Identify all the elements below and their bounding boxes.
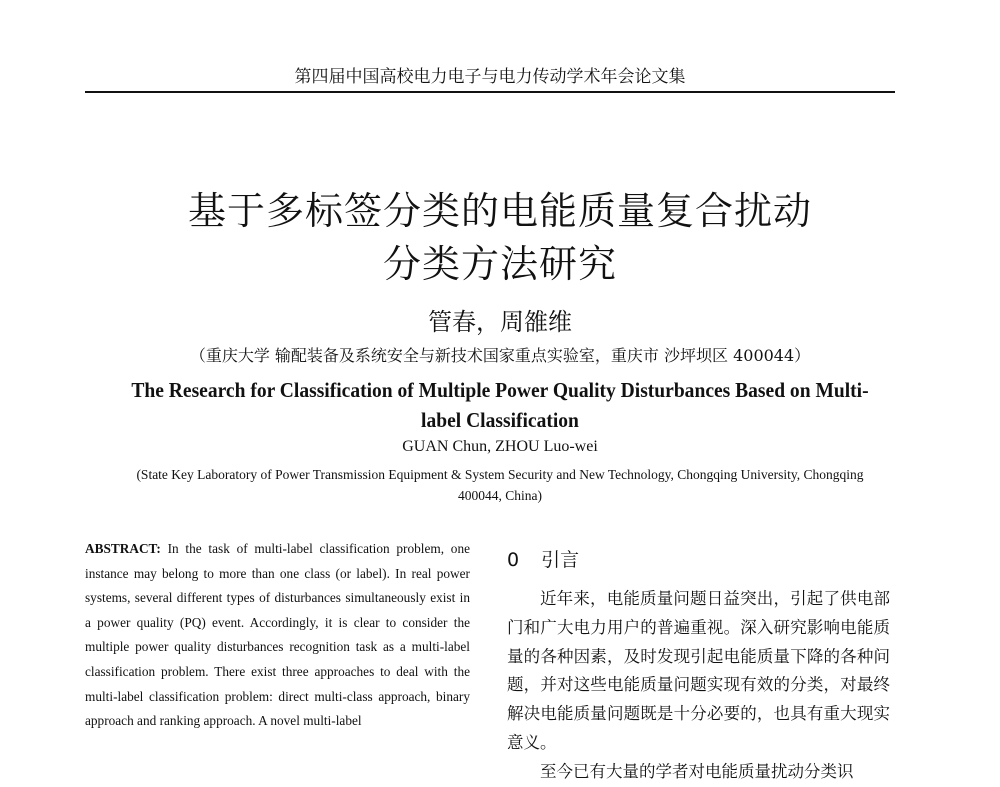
section-heading <box>507 545 601 572</box>
header-rule <box>85 91 895 93</box>
intro-body <box>507 585 890 787</box>
affiliation-en-text: (State Key Laboratory of Power Transmission Equipment & System Security and New Technology, Chongqing University, Chongqing 400044, China) <box>136 467 864 503</box>
abstract-label: ABSTRACT: <box>85 541 161 556</box>
affiliation-en <box>0 464 1000 506</box>
title-en-text: The Research for Classification of Multiple Power Quality Disturbances Based on Multi-label Classification <box>131 378 869 432</box>
section-title: 引言 <box>541 549 580 571</box>
paragraph: 近年来，电能质量问题日益突出，引起了供电部门和广大电力用户的普遍重视。深入研究影响电能质量的各种因素，及时发现引起电能质量下降的各种问题，并对这些电能质量问题实现有效的分类，对最终解决电能质量问题既是十分必要的，也具有重大现实意义。 <box>507 589 890 752</box>
section-number: 0 <box>507 549 520 571</box>
abstract-text: In the task of multi-label classification problem, one instance may belong to more than one class (or label). In real power systems, several different types of disturbances simultaneously exist in a power quality (PQ) event. Accordingly, it is clear to consider the multiple power quality disturbances recognition task as a multi-label classification problem. There exist three approaches to deal with the multi-label classification problem: direct multi-class approach, binary approach and ranking approach. A novel multi-label <box>85 541 470 729</box>
affiliation-zh: （重庆大学 输配装备及系统安全与新技术国家重点实验室，重庆市 沙坪坝区 400044） <box>189 346 811 365</box>
title-zh-line1: 基于多标签分类的电能质量复合扰动 <box>187 189 812 233</box>
authors-zh: 管春，周雒维 <box>428 308 572 336</box>
running-header: 第四届中国高校电力电子与电力传动学术年会论文集 <box>294 67 686 87</box>
abstract <box>85 537 470 734</box>
paragraph: 至今已有大量的学者对电能质量扰动分类识 <box>540 761 854 781</box>
title-zh-line2: 分类方法研究 <box>382 242 617 286</box>
title-en <box>35 375 965 435</box>
authors-en: GUAN Chun, ZHOU Luo-wei <box>402 438 598 455</box>
